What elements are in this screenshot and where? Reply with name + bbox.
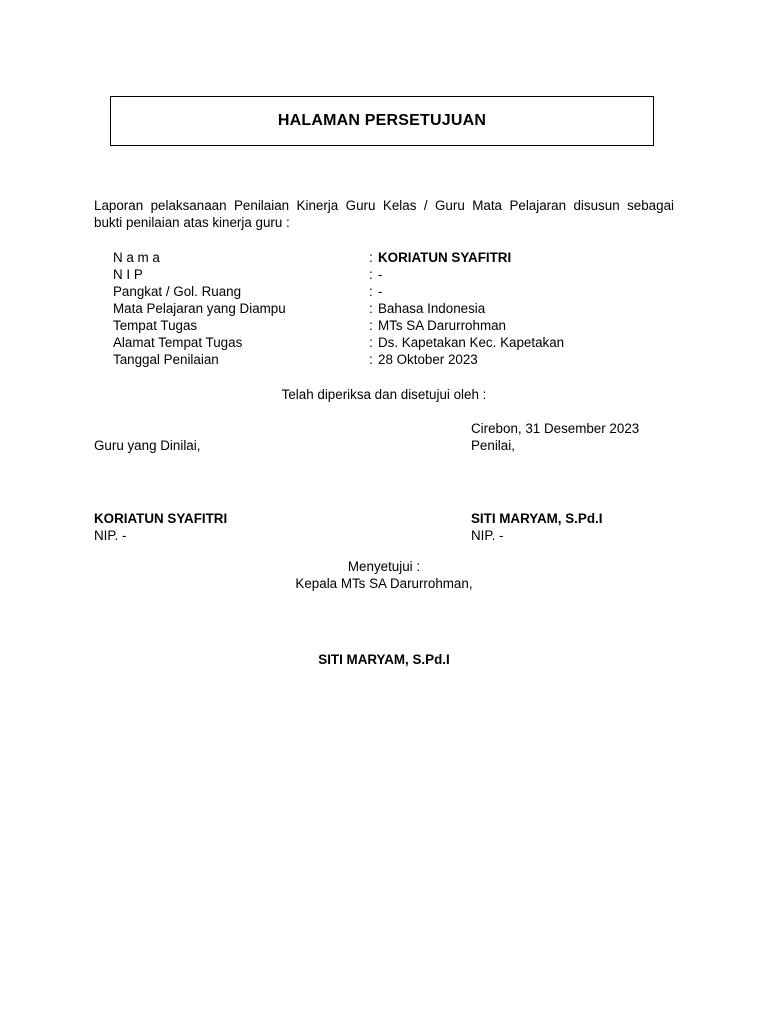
title-box: [110, 96, 654, 146]
field-label-nama: N a m a: [113, 250, 160, 265]
field-value-mapel: Bahasa Indonesia: [378, 301, 486, 316]
field-row-pangkat: [113, 283, 673, 300]
intro-paragraph: [94, 197, 674, 231]
field-value-pangkat: -: [378, 284, 383, 299]
field-value-tanggal: 28 Oktober 2023: [378, 352, 478, 367]
approver-name: SITI MARYAM, S.Pd.I: [318, 652, 450, 667]
field-colon: :: [369, 352, 373, 367]
field-label-alamat: Alamat Tempat Tugas: [113, 335, 243, 350]
approval-note: Telah diperiksa dan disetujui oleh :: [281, 387, 487, 402]
field-row-tempat-tugas: [113, 317, 673, 334]
field-colon: :: [369, 318, 373, 333]
field-label-pangkat: Pangkat / Gol. Ruang: [113, 284, 242, 299]
left-signer-name: KORIATUN SYAFITRI: [94, 511, 228, 526]
field-label-tempat-tugas: Tempat Tugas: [113, 318, 198, 333]
field-label-mapel: Mata Pelajaran yang Diampu: [113, 301, 286, 316]
field-value-nama: KORIATUN SYAFITRI: [378, 250, 512, 265]
field-label-tanggal: Tanggal Penilaian: [113, 352, 219, 367]
approver-label: Menyetujui :: [347, 559, 421, 574]
intro-line-2: bukti penilaian atas kinerja guru :: [94, 215, 290, 230]
intro-line-1: Laporan pelaksanaan Penilaian Kinerja Guru Kelas / Guru Mata Pelajaran disusun sebagai: [94, 198, 674, 213]
field-row-nama: [113, 249, 673, 266]
field-label-nip: N I P: [113, 267, 143, 282]
field-colon: :: [369, 250, 373, 265]
field-colon: :: [369, 335, 373, 350]
right-signer-name: SITI MARYAM, S.Pd.I: [471, 511, 603, 526]
field-row-tanggal: [113, 351, 673, 368]
left-signer-role: Guru yang Dinilai,: [94, 438, 201, 453]
left-signer-nip: NIP. -: [94, 528, 127, 543]
field-value-nip: -: [378, 267, 383, 282]
field-colon: :: [369, 267, 373, 282]
field-row-alamat: [113, 334, 673, 351]
field-value-tempat-tugas: MTs SA Darurrohman: [378, 318, 506, 333]
field-row-nip: [113, 266, 673, 283]
teacher-info-fields: [113, 249, 673, 368]
right-signer-role: Penilai,: [471, 438, 515, 453]
right-signer-nip: NIP. -: [471, 528, 504, 543]
field-colon: :: [369, 301, 373, 316]
field-row-mapel: [113, 300, 673, 317]
field-value-alamat: Ds. Kapetakan Kec. Kapetakan: [378, 335, 565, 350]
place-date: Cirebon, 31 Desember 2023: [471, 421, 640, 436]
approver-role: Kepala MTs SA Darurrohman,: [295, 576, 473, 591]
field-colon: :: [369, 284, 373, 299]
page-title: HALAMAN PERSETUJUAN: [277, 112, 487, 129]
